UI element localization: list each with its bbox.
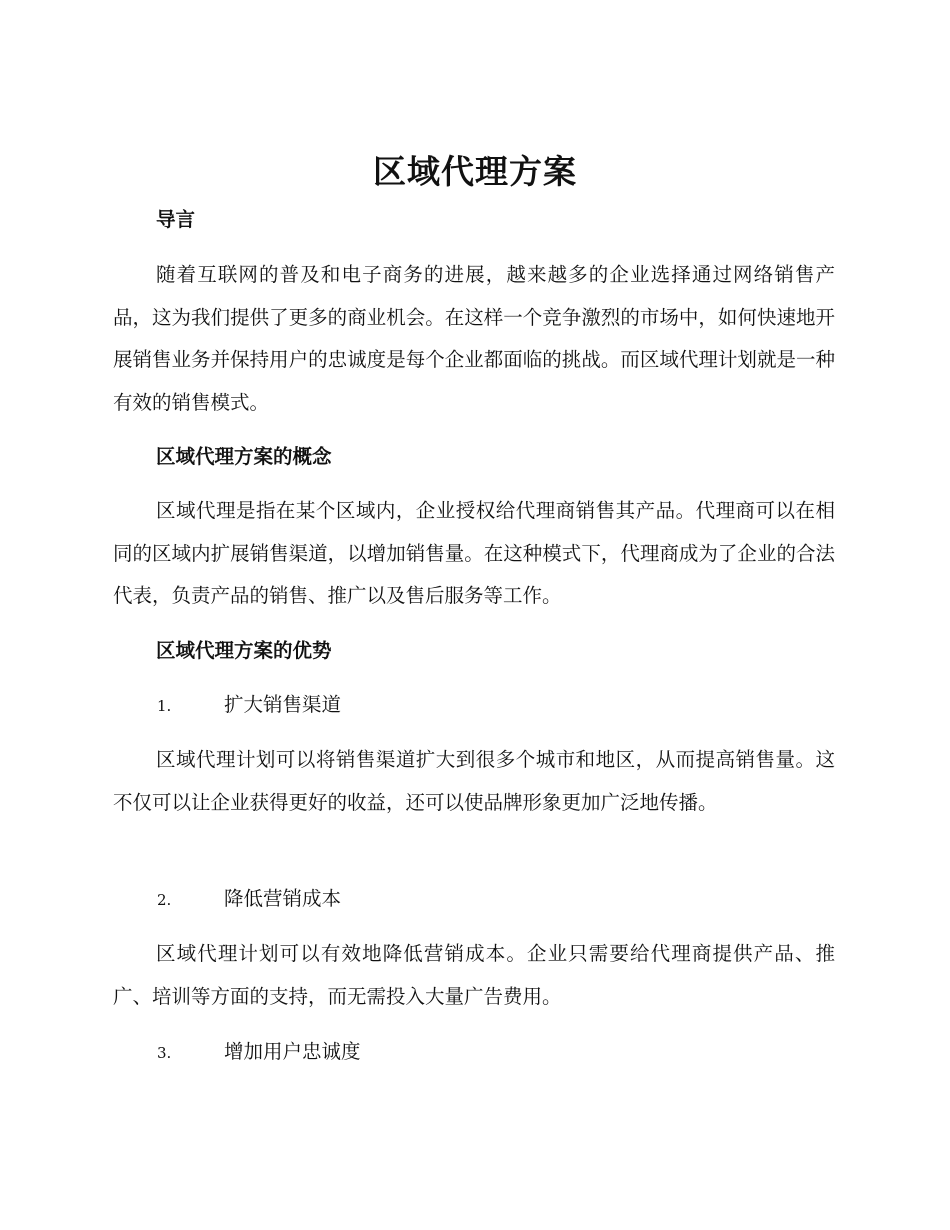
intro-paragraph: 随着互联网的普及和电子商务的进展，越来越多的企业选择通过网络销售产品，这为我们提供了更多的商业机会。在这样一个竞争激烈的市场中，如何快速地开展销售业务并保持用户的忠诚度是每个企业都面临的挑战。而区域代理计划就是一种有效的销售模式。 (113, 263, 835, 414)
list-label: 增加用户忠诚度 (224, 1040, 361, 1063)
list-number: 2. (157, 891, 172, 909)
concept-paragraph: 区域代理是指在某个区域内，企业授权给代理商销售其产品。代理商可以在相同的区域内扩展销售渠道，以增加销售量。在这种模式下，代理商成为了企业的合法代表，负责产品的销售、推广以及售后服务等工作。 (113, 499, 835, 607)
section-heading-advantages: 区域代理方案的优势 (156, 639, 332, 662)
section-heading-concept: 区域代理方案的概念 (156, 445, 332, 468)
list-label: 降低营销成本 (224, 887, 342, 910)
document-title: 区域代理方案 (373, 152, 577, 191)
list-label: 扩大销售渠道 (224, 693, 342, 716)
list-item-2 (157, 884, 341, 915)
list-number: 1. (157, 697, 172, 715)
list-number: 3. (157, 1044, 172, 1062)
list-item-1 (157, 690, 341, 721)
section-heading-intro: 导言 (156, 208, 196, 231)
advantage-paragraph-1: 区域代理计划可以将销售渠道扩大到很多个城市和地区，从而提高销售量。这不仅可以让企业获得更好的收益，还可以使品牌形象更加广泛地传播。 (113, 748, 835, 814)
advantage-paragraph-2: 区域代理计划可以有效地降低营销成本。企业只需要给代理商提供产品、推广、培训等方面的支持，而无需投入大量广告费用。 (113, 942, 835, 1008)
list-item-3 (157, 1037, 361, 1068)
